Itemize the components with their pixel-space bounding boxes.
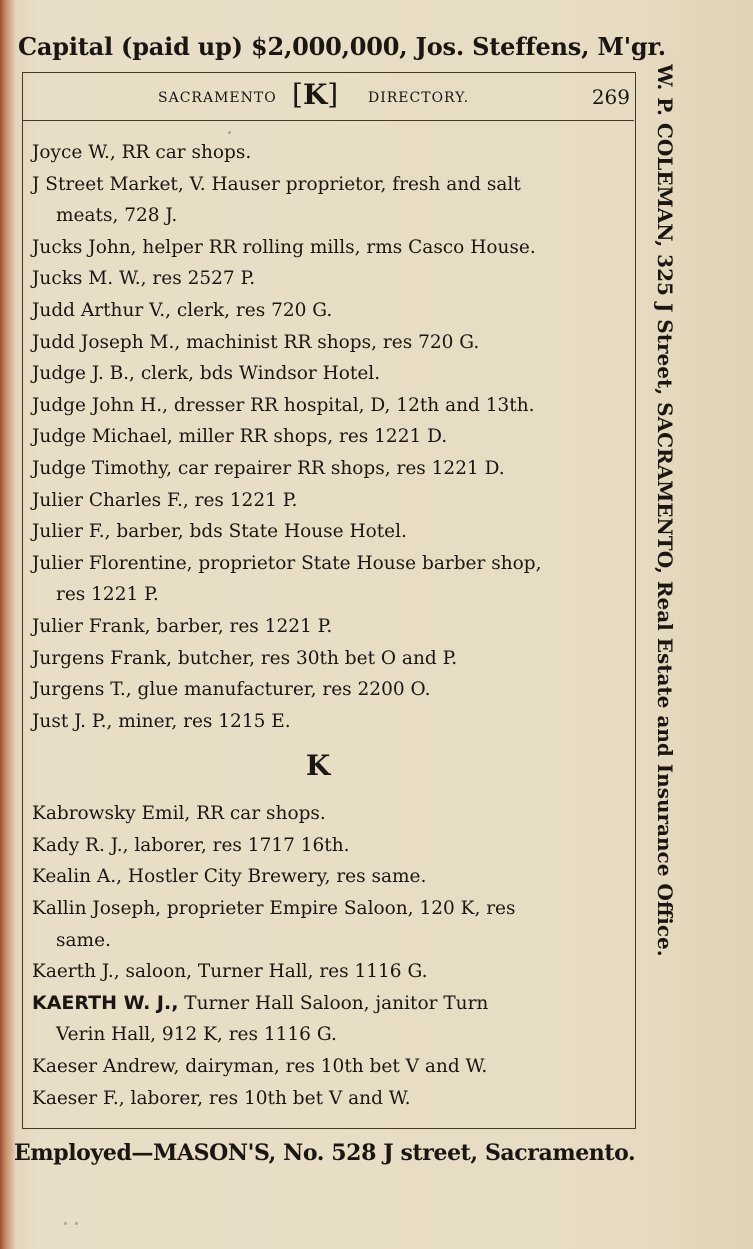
entry-text: Judge Timothy, car repairer RR shops, res 1221 D. [32,457,505,479]
entry-text: Verin Hall, 912 K, res 1116 G. [56,1024,337,1046]
directory-entry [32,798,624,830]
top-advertisement: Capital (paid up) $2,000,000, Jos. Steffens, M'gr. [18,32,666,61]
print-speck [75,1222,78,1225]
directory-entry [32,453,624,485]
k-entries [32,798,624,1114]
entry-text: Kallin Joseph, proprieter Empire Saloon, 120 K, res [32,898,516,920]
entry-continuation-line [32,579,624,611]
directory-entry [32,611,624,643]
directory-entry [32,1051,624,1083]
directory-entry [32,706,624,738]
entry-text: Kaeser F., laborer, res 10th bet V and W. [32,1087,411,1109]
side-advertisement [636,64,680,1144]
entry-text: Turner Hall Saloon, janitor Turn [178,992,489,1014]
entry-text: Julier Charles F., res 1221 P. [32,489,298,511]
directory-entry [32,232,624,264]
entry-text: Judd Arthur V., clerk, res 720 G. [32,299,333,321]
directory-entry [32,327,624,359]
bottom-advertisement: Employed—MASON'S, No. 528 J street, Sacramento. [14,1140,636,1166]
directory-entry [32,169,624,201]
directory-entry [32,390,624,422]
directory-entries [32,137,624,1114]
header-letter: K [302,78,328,111]
entry-text: Julier Frank, barber, res 1221 P. [32,615,333,637]
header-rule [22,120,634,121]
directory-entry [32,674,624,706]
entry-text: Joyce W., RR car shops. [32,142,252,163]
entry-text: Judge J. B., clerk, bds Windsor Hotel. [32,363,381,385]
directory-entry [32,516,624,548]
directory-entry [32,988,624,1020]
directory-entry [32,358,624,390]
directory-entry [32,861,624,893]
entry-text: Jucks John, helper RR rolling mills, rms Casco House. [32,236,536,258]
entry-text: J Street Market, V. Hauser proprietor, fresh and salt [32,173,521,195]
entry-text: Judd Joseph M., machinist RR shops, res 720 G. [32,331,480,353]
j-entries [32,137,624,737]
header-city: SACRAMENTO [158,90,277,106]
entry-text: Just J. P., miner, res 1215 E. [32,710,291,732]
header-bracket-open: [ [292,78,303,111]
entry-text: Jucks M. W., res 2527 P. [32,268,256,290]
entry-text: Kady R. J., laborer, res 1717 16th. [32,834,350,856]
entry-text: Kealin A., Hostler City Brewery, res same. [32,866,427,888]
entry-text: same. [56,929,111,951]
entry-text: res 1221 P. [56,584,159,606]
print-speck [64,1222,67,1225]
directory-entry [32,137,624,169]
entry-text: Julier F., barber, bds State House Hotel. [32,521,407,543]
entry-name: KAERTH W. J., [32,991,179,1014]
running-header [22,78,634,114]
header-letter-mark [292,80,338,110]
entry-continuation-line [32,1019,624,1051]
directory-entry [32,295,624,327]
section-letter-k: K [305,749,331,783]
entry-text: Julier Florentine, proprietor State House barber shop, [32,552,542,574]
directory-entry [32,263,624,295]
directory-entry [32,643,624,675]
directory-entry [32,1083,624,1115]
entry-text: Kaerth J., saloon, Turner Hall, res 1116 G. [32,961,428,983]
directory-entry [32,421,624,453]
directory-entry [32,548,624,580]
entry-text: Kabrowsky Emil, RR car shops. [32,803,326,825]
header-bracket-close: ] [327,78,339,111]
entry-text: Judge Michael, miller RR shops, res 1221 D. [32,426,448,448]
entry-text: Jurgens T., glue manufacturer, res 2200 O. [32,679,431,701]
entry-continuation-line [32,925,624,957]
entry-text: Judge John H., dresser RR hospital, D, 12th and 13th. [32,394,535,416]
entry-text: Kaeser Andrew, dairyman, res 10th bet V and W. [32,1056,488,1078]
directory-entry [32,956,624,988]
entry-continuation-line [32,200,624,232]
header-directory: DIRECTORY. [368,90,470,106]
side-advertisement-text: W. P. COLEMAN, 325 J Street, SACRAMENTO, Real Estate and Insurance Office. [653,64,677,957]
page-number: 269 [591,85,630,109]
directory-entry [32,893,624,925]
print-speck [228,131,231,134]
directory-entry [32,830,624,862]
entry-text: meats, 728 J. [56,205,178,227]
directory-entry [32,485,624,517]
entry-text: Jurgens Frank, butcher, res 30th bet O and P. [32,647,458,669]
